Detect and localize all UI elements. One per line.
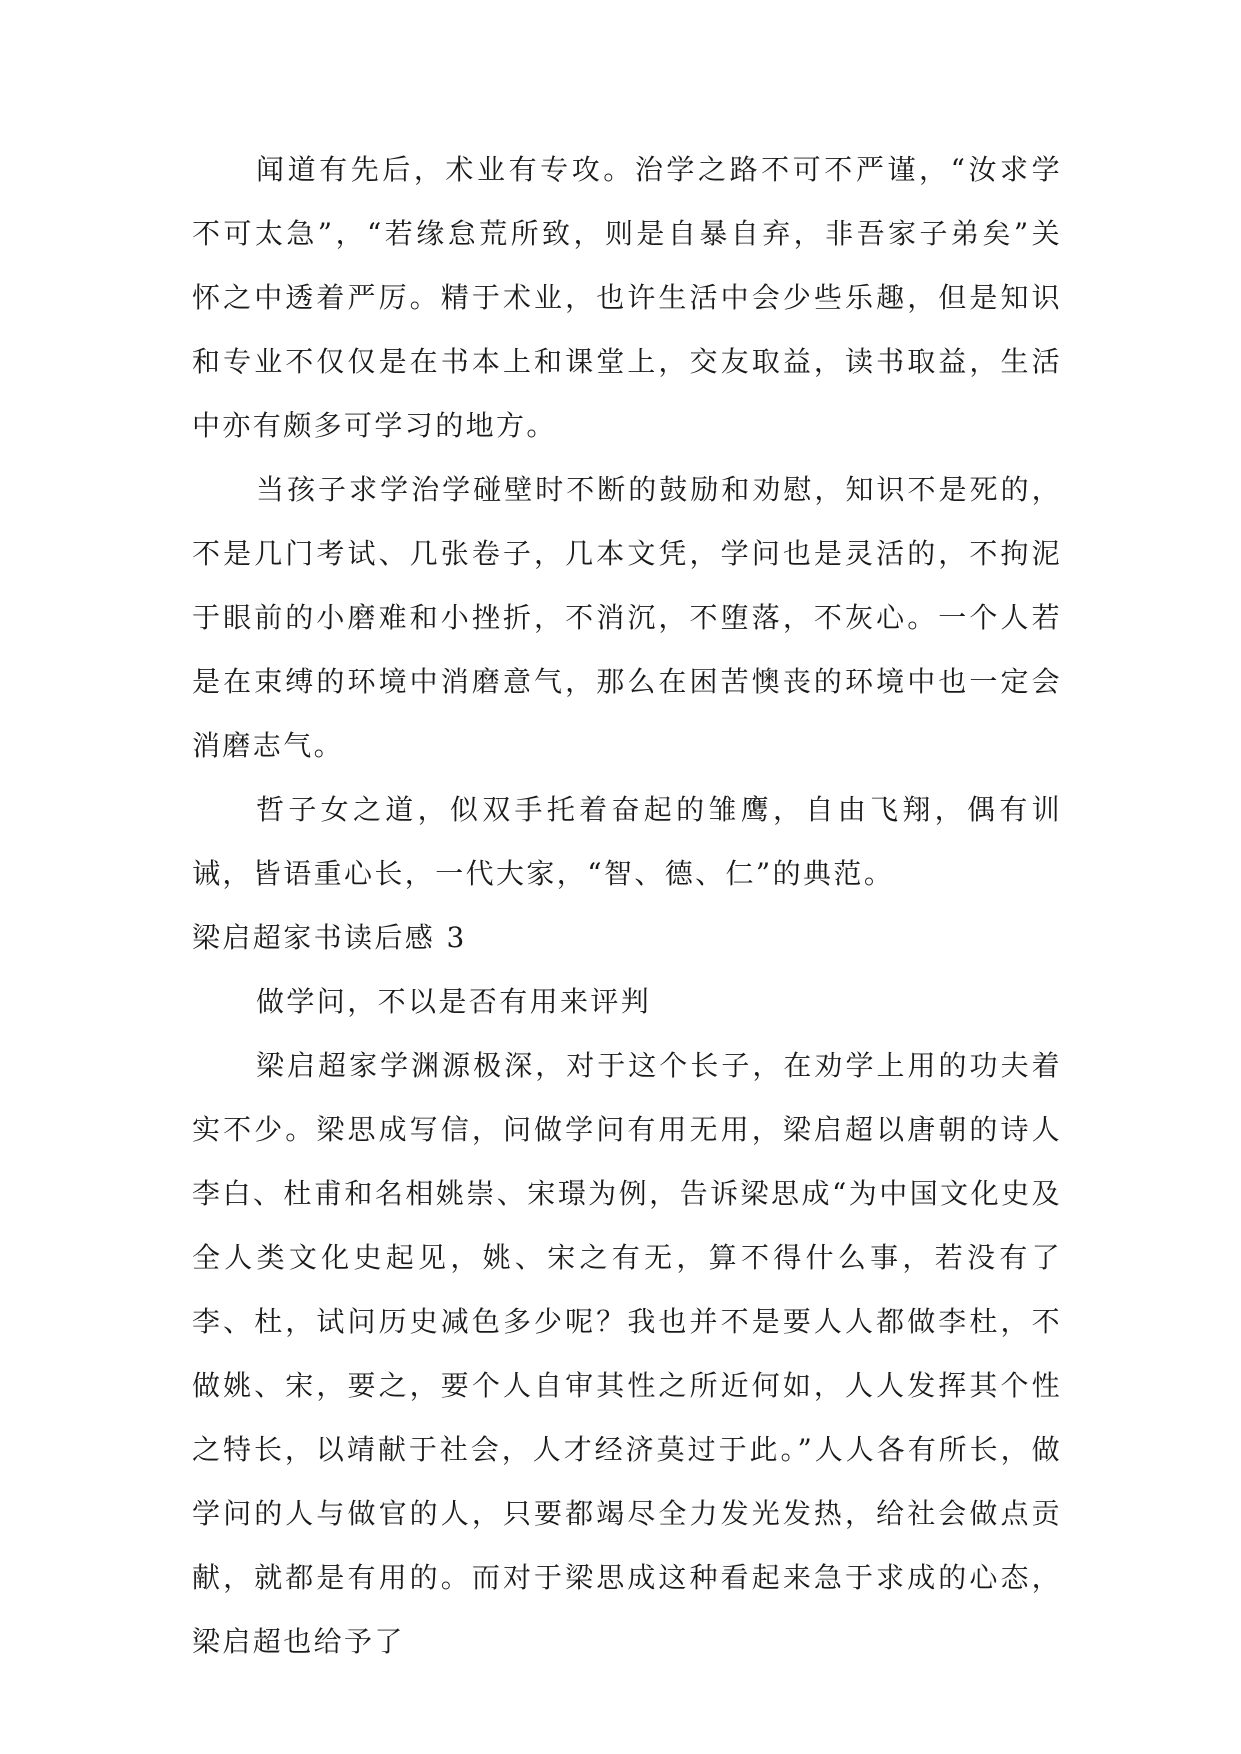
document-body <box>192 138 1062 1674</box>
section-title: 梁启超家书读后感 3 <box>192 921 467 954</box>
paragraph-study-rigor: 闻道有先后，术业有专攻。治学之路不可不严谨，“汝求学不可太急”，“若缘怠荒所致，则是自暴自弃，非吾家子弟矣”关怀之中透着严厉。精于术业，也许生活中会少些乐趣，但是知识和专业不仅仅是在书本上和课堂上，交友取益，读书取益，生活中亦有颇多可学习的地方。 <box>192 153 1062 442</box>
section-subtitle: 做学问，不以是否有用来评判 <box>256 985 652 1018</box>
paragraph-encouragement: 当孩子求学治学碰壁时不断的鼓励和劝慰，知识不是死的，不是几门考试、几张卷子，几本文凭，学问也是灵活的，不拘泥于眼前的小磨难和小挫折，不消沉，不堕落，不灰心。一个人若是在束缚的环境中消磨意气，那么在困苦懊丧的环境中也一定会消磨志气。 <box>192 473 1062 762</box>
paragraph-scholarship-usefulness: 梁启超家学渊源极深，对于这个长子，在劝学上用的功夫着实不少。梁思成写信，问做学问有用无用，梁启超以唐朝的诗人李白、杜甫和名相姚崇、宋璟为例，告诉梁思成“为中国文化史及全人类文化史起见，姚、宋之有无，算不得什么事，若没有了李、杜，试问历史减色多少呢？我也并不是要人人都做李杜，不做姚、宋，要之，要个人自审其性之所近何如，人人发挥其个性之特长，以靖献于社会，人才经济莫过于此。”人人各有所长，做学问的人与做官的人，只要都竭尽全力发光发热，给社会做点贡献，就都是有用的。而对于梁思成这种看起来急于求成的心态，梁启超也给予了 <box>192 1049 1062 1658</box>
paragraph-parenting-way: 哲子女之道，似双手托着奋起的雏鹰，自由飞翔，偶有训诫，皆语重心长，一代大家，“智、德、仁”的典范。 <box>192 793 1062 890</box>
